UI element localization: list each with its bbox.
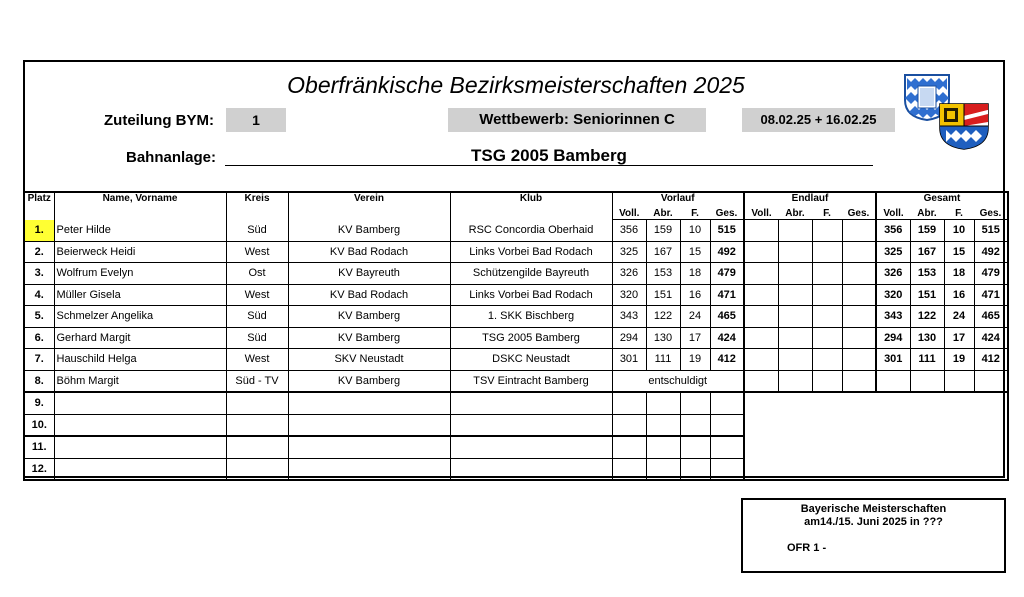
group-header-endlauf: Endlauf	[744, 192, 876, 207]
row-v-abr: 130	[646, 327, 680, 349]
sub-header-gesamt-abr: Abr.	[910, 207, 944, 220]
row-e-ges	[842, 327, 876, 349]
row-platz: 6.	[24, 327, 54, 349]
sub-header-endlauf-voll: Voll.	[744, 207, 778, 220]
row-platz: 4.	[24, 284, 54, 306]
table-row	[24, 306, 1008, 328]
row-platz: 2.	[24, 241, 54, 263]
sub-header-vorlauf-abr: Abr.	[646, 207, 680, 220]
results-table	[23, 191, 1009, 481]
row-platz: 1.	[24, 220, 54, 242]
row-v-ges: 515	[710, 220, 744, 242]
row-v-abr: 122	[646, 306, 680, 328]
row-g-abr: 159	[910, 220, 944, 242]
row-g-ges: 492	[974, 241, 1008, 263]
table-row	[24, 263, 1008, 285]
row-v-voll: 356	[612, 220, 646, 242]
zuteilung-value: 1	[226, 108, 286, 132]
row-g-f	[944, 370, 974, 392]
row-v-abr: 167	[646, 241, 680, 263]
row-e-voll	[744, 220, 778, 242]
row-v-voll: 301	[612, 349, 646, 371]
row-e-voll	[744, 284, 778, 306]
row-kreis: Süd	[226, 306, 288, 328]
row-platz: 7.	[24, 349, 54, 371]
row-kreis: Süd - TV	[226, 370, 288, 392]
row-g-ges: 424	[974, 327, 1008, 349]
row-klub: 1. SKK Bischberg	[450, 306, 612, 328]
group-header-gesamt: Gesamt	[876, 192, 1008, 207]
row-verein: KV Bamberg	[288, 327, 450, 349]
row-v-ges: 465	[710, 306, 744, 328]
row-klub: RSC Concordia Oberhaid	[450, 220, 612, 242]
table-row	[24, 370, 1008, 392]
bahnanlage-value: TSG 2005 Bamberg	[225, 143, 873, 166]
row-v-ges: 424	[710, 327, 744, 349]
row-v-abr: 159	[646, 220, 680, 242]
row-v-f: 24	[680, 306, 710, 328]
table-row-empty	[24, 414, 1008, 436]
row-v-voll: 343	[612, 306, 646, 328]
table-row-empty	[24, 436, 1008, 458]
footer-line3: OFR 1 -	[787, 542, 827, 554]
row-g-abr	[910, 370, 944, 392]
sub-header-endlauf-ges: Ges.	[842, 207, 876, 220]
row-e-f	[812, 263, 842, 285]
row-g-voll: 320	[876, 284, 910, 306]
row-e-voll	[744, 241, 778, 263]
row-name: Gerhard Margit	[54, 327, 226, 349]
row-e-abr	[778, 349, 812, 371]
row-v-f: 19	[680, 349, 710, 371]
row-g-ges: 465	[974, 306, 1008, 328]
row-g-voll: 356	[876, 220, 910, 242]
col-header-name: Name, Vorname	[54, 192, 226, 220]
row-name: Schmelzer Angelika	[54, 306, 226, 328]
wettbewerb-box: Wettbewerb: Seniorinnen C	[448, 108, 706, 132]
row-v-f: 10	[680, 220, 710, 242]
row-e-f	[812, 284, 842, 306]
row-e-ges	[842, 284, 876, 306]
row-e-abr	[778, 370, 812, 392]
sub-header-gesamt-ges: Ges.	[974, 207, 1008, 220]
row-e-voll	[744, 263, 778, 285]
row-e-f	[812, 327, 842, 349]
row-verein: KV Bamberg	[288, 306, 450, 328]
row-v-abr: 151	[646, 284, 680, 306]
row-e-ges	[842, 220, 876, 242]
row-e-voll	[744, 306, 778, 328]
row-kreis: West	[226, 349, 288, 371]
row-e-ges	[842, 241, 876, 263]
row-g-abr: 167	[910, 241, 944, 263]
row-verein: KV Bamberg	[288, 220, 450, 242]
row-g-ges: 479	[974, 263, 1008, 285]
row-e-abr	[778, 241, 812, 263]
row-g-abr: 122	[910, 306, 944, 328]
row-e-abr	[778, 263, 812, 285]
sub-header-gesamt-voll: Voll.	[876, 207, 910, 220]
row-e-abr	[778, 220, 812, 242]
row-e-voll	[744, 370, 778, 392]
row-klub: Links Vorbei Bad Rodach	[450, 241, 612, 263]
bayerische-meisterschaften-box	[741, 498, 1006, 573]
row-g-abr: 151	[910, 284, 944, 306]
col-header-platz: Platz	[24, 192, 54, 220]
row-kreis: Süd	[226, 327, 288, 349]
row-name: Böhm Margit	[54, 370, 226, 392]
oberfranken-crest-icon	[938, 102, 990, 150]
row-v-ges: 471	[710, 284, 744, 306]
row-v-abr: 153	[646, 263, 680, 285]
row-g-voll: 343	[876, 306, 910, 328]
bahnanlage-label: Bahnanlage:	[126, 149, 217, 166]
row-note: entschuldigt	[612, 370, 744, 392]
row-platz: 5.	[24, 306, 54, 328]
row-v-ges: 492	[710, 241, 744, 263]
dates-box: 08.02.25 + 16.02.25	[742, 108, 895, 132]
row-e-abr	[778, 306, 812, 328]
col-header-kreis: Kreis	[226, 192, 288, 220]
table-row	[24, 241, 1008, 263]
table-row-empty	[24, 392, 1008, 414]
row-g-voll: 294	[876, 327, 910, 349]
row-g-voll	[876, 370, 910, 392]
sub-header-vorlauf-voll: Voll.	[612, 207, 646, 220]
row-g-f: 16	[944, 284, 974, 306]
row-name: Wolfrum Evelyn	[54, 263, 226, 285]
col-header-verein: Verein	[288, 192, 450, 220]
table-row	[24, 284, 1008, 306]
row-e-f	[812, 370, 842, 392]
row-g-f: 10	[944, 220, 974, 242]
row-g-f: 15	[944, 241, 974, 263]
sub-header-vorlauf-ges: Ges.	[710, 207, 744, 220]
row-kreis: West	[226, 284, 288, 306]
row-verein: KV Bad Rodach	[288, 241, 450, 263]
row-e-abr	[778, 327, 812, 349]
row-e-ges	[842, 306, 876, 328]
group-header-vorlauf: Vorlauf	[612, 192, 744, 207]
row-g-ges: 515	[974, 220, 1008, 242]
row-platz: 12.	[24, 458, 54, 480]
row-g-f: 19	[944, 349, 974, 371]
table-row	[24, 327, 1008, 349]
row-g-abr: 130	[910, 327, 944, 349]
row-g-abr: 153	[910, 263, 944, 285]
sub-header-endlauf-abr: Abr.	[778, 207, 812, 220]
row-platz: 10.	[24, 414, 54, 436]
row-v-f: 16	[680, 284, 710, 306]
row-kreis: Süd	[226, 220, 288, 242]
row-platz: 11.	[24, 436, 54, 458]
row-e-ges	[842, 370, 876, 392]
row-klub: Schützengilde Bayreuth	[450, 263, 612, 285]
footer-line2: am14./15. Juni 2025 in ???	[804, 516, 943, 528]
row-klub: TSG 2005 Bamberg	[450, 327, 612, 349]
row-g-ges: 412	[974, 349, 1008, 371]
row-v-ges: 412	[710, 349, 744, 371]
row-v-voll: 294	[612, 327, 646, 349]
footer-line1: Bayerische Meisterschaften	[800, 503, 947, 515]
row-e-f	[812, 306, 842, 328]
row-e-f	[812, 220, 842, 242]
row-v-voll: 326	[612, 263, 646, 285]
row-platz: 9.	[24, 392, 54, 414]
row-verein: KV Bamberg	[288, 370, 450, 392]
row-kreis: West	[226, 241, 288, 263]
row-g-voll: 325	[876, 241, 910, 263]
row-e-voll	[744, 327, 778, 349]
sub-header-vorlauf-f: F.	[680, 207, 710, 220]
row-klub: Links Vorbei Bad Rodach	[450, 284, 612, 306]
zuteilung-label: Zuteilung BYM:	[104, 112, 214, 129]
table-row-empty	[24, 458, 1008, 480]
row-klub: DSKC Neustadt	[450, 349, 612, 371]
row-v-voll: 320	[612, 284, 646, 306]
row-verein: KV Bayreuth	[288, 263, 450, 285]
row-g-f: 17	[944, 327, 974, 349]
row-klub: TSV Eintracht Bamberg	[450, 370, 612, 392]
row-g-abr: 111	[910, 349, 944, 371]
sub-header-gesamt-f: F.	[944, 207, 974, 220]
row-name: Müller Gisela	[54, 284, 226, 306]
row-v-ges: 479	[710, 263, 744, 285]
sub-header-endlauf-f: F.	[812, 207, 842, 220]
row-e-ges	[842, 349, 876, 371]
row-v-f: 15	[680, 241, 710, 263]
row-g-f: 24	[944, 306, 974, 328]
row-e-abr	[778, 284, 812, 306]
row-g-voll: 301	[876, 349, 910, 371]
col-header-klub: Klub	[450, 192, 612, 220]
table-row	[24, 220, 1008, 242]
row-e-f	[812, 241, 842, 263]
row-e-f	[812, 349, 842, 371]
row-v-f: 17	[680, 327, 710, 349]
row-v-abr: 111	[646, 349, 680, 371]
row-platz: 3.	[24, 263, 54, 285]
row-verein: KV Bad Rodach	[288, 284, 450, 306]
row-verein: SKV Neustadt	[288, 349, 450, 371]
row-g-ges: 471	[974, 284, 1008, 306]
row-platz: 8.	[24, 370, 54, 392]
row-name: Hauschild Helga	[54, 349, 226, 371]
row-e-ges	[842, 263, 876, 285]
table-row	[24, 349, 1008, 371]
row-v-f: 18	[680, 263, 710, 285]
row-g-f: 18	[944, 263, 974, 285]
page-title: Oberfränkische Bezirksmeisterschaften 2025	[287, 72, 745, 98]
row-e-voll	[744, 349, 778, 371]
row-g-voll: 326	[876, 263, 910, 285]
row-g-ges	[974, 370, 1008, 392]
row-name: Peter Hilde	[54, 220, 226, 242]
row-kreis: Ost	[226, 263, 288, 285]
row-v-voll: 325	[612, 241, 646, 263]
row-name: Beierweck Heidi	[54, 241, 226, 263]
